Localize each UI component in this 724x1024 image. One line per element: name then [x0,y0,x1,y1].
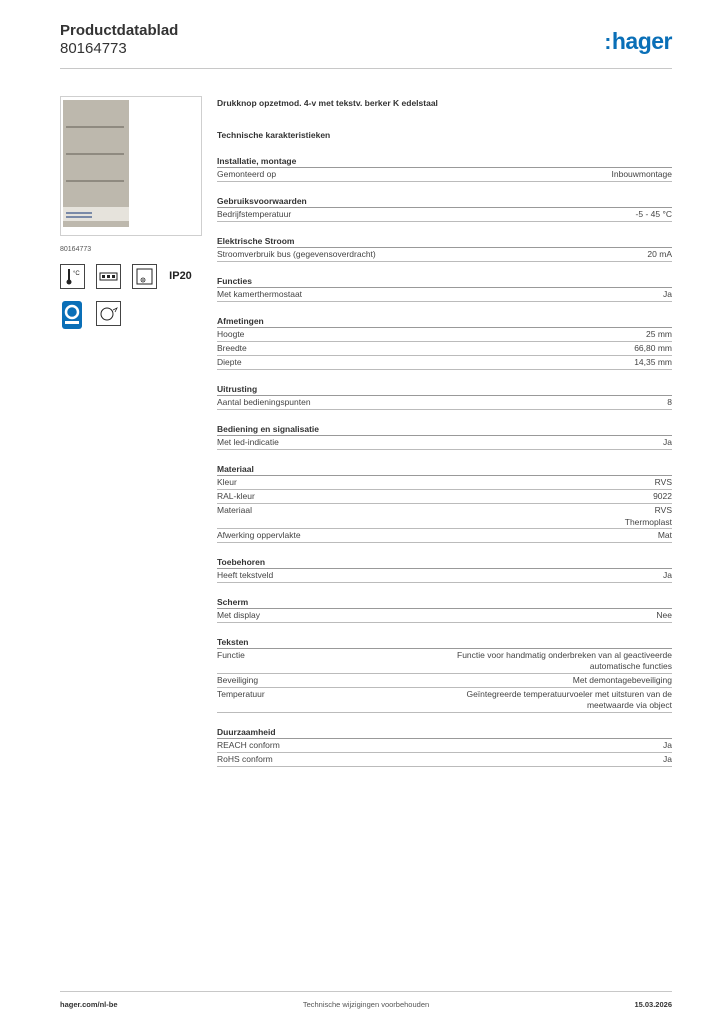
spec-label: Diepte [217,357,242,367]
spec-section [217,596,672,623]
spec-value [658,529,672,542]
spec-row [217,476,672,490]
spec-row [217,739,672,753]
header-divider [60,68,672,69]
spec-section [217,636,672,713]
spec-value-text: 66,80 mm [634,343,672,353]
spec-value [636,208,672,221]
spec-label: Bedrijfstemperatuur [217,209,292,219]
spec-label: Stroomverbruik bus (gegevensoverdracht) [217,249,376,259]
spec-row [217,288,672,302]
spec-section [217,195,672,222]
display-panel-icon [96,264,121,289]
spec-value-text: 14,35 mm [634,357,672,367]
product-image [63,100,129,227]
document-title: Productdatablad [60,22,179,39]
spec-row [217,342,672,356]
spec-value [663,739,672,752]
spec-section [217,423,672,450]
spec-value [653,490,672,503]
spec-row [217,328,672,342]
product-image-caption: 80164773 [60,246,92,253]
section-title: Gebruiksvoorwaarden [217,195,672,208]
spec-row [217,753,672,767]
spec-row [217,356,672,370]
spec-label: Kleur [217,477,237,487]
spec-value [573,674,672,687]
section-title: Toebehoren [217,556,672,569]
spec-section [217,155,672,182]
square-sensor-icon [132,264,157,289]
spec-label: Met led-indicatie [217,437,279,447]
spec-value [667,396,672,409]
spec-value [634,342,672,355]
spec-row [217,436,672,450]
spec-value [634,356,672,369]
section-title: Scherm [217,596,672,609]
spec-value [663,753,672,766]
spec-row [217,609,672,623]
spec-value-text: Geïntegreerde temperatuurvoeler met uitsturen van de meetwaarde via object [466,689,672,710]
spec-label: Beveiliging [217,675,259,685]
spec-section [217,275,672,302]
spec-label: Hoogte [217,329,245,339]
spec-value [663,569,672,582]
spec-row [217,490,672,504]
spec-label: RoHS conform [217,754,273,764]
section-title: Bediening en signalisatie [217,423,672,436]
spec-value-text: Ja [663,740,672,750]
spec-value [646,328,672,341]
spec-value-text: Ja [663,437,672,447]
spec-sections [217,155,672,767]
spec-value-text: Mat [657,530,672,540]
logo-text: hager [611,28,672,54]
spec-label: Met kamerthermostaat [217,289,303,299]
spec-value [656,609,672,622]
svg-text:°C: °C [73,271,80,277]
feature-icons-row-2 [60,301,202,331]
spec-label: Materiaal [217,505,252,515]
spec-value-text: Met demontagebeveiliging [572,675,672,685]
spec-value-text: 25 mm [646,329,672,339]
section-title: Duurzaamheid [217,726,672,739]
section-title: Teksten [217,636,672,649]
spec-label: Met display [217,610,260,620]
spec-row [217,529,672,543]
spec-value [655,476,672,489]
spec-value-text: 20 mA [647,249,672,259]
feature-icons-row-1 [60,264,202,289]
footer-disclaimer: Technische wijzigingen voorbehouden [302,1000,430,1009]
spec-label: Functie [217,650,245,660]
spec-value-text: Functie voor handmatig onderbreken van al geactiveerde automatische functies [457,650,672,671]
technical-heading: Technische karakteristieken [217,130,331,140]
spec-section [217,315,672,370]
spec-value-text: Ja [663,754,672,764]
footer-website[interactable]: hager.com/nl-be [60,1000,118,1009]
spec-label: Afwerking oppervlakte [217,530,301,540]
spec-value-text: RVS [654,505,672,515]
e-label-icon [60,301,85,331]
product-name: Drukknop opzetmod. 4-v met tekstv. berker K edelstaal [217,98,438,108]
spec-row [217,504,672,529]
document-number: 80164773 [60,40,127,57]
spec-label: Aantal bedieningspunten [217,397,311,407]
hager-logo: :hager [604,28,672,54]
spec-value [612,168,673,181]
section-title: Materiaal [217,463,672,476]
spec-label: REACH conform [217,740,280,750]
spec-value-text: 8 [667,397,672,407]
spec-row [217,396,672,410]
section-title: Uitrusting [217,383,672,396]
spec-row [217,569,672,583]
spec-label: Heeft tekstveld [217,570,274,580]
circle-arrow-icon [96,301,121,326]
spec-label: Temperatuur [217,689,265,699]
spec-value [422,688,672,712]
spec-value [663,436,672,449]
spec-row [217,168,672,182]
spec-section [217,726,672,767]
footer-divider [60,991,672,992]
spec-section [217,463,672,543]
ip20-label: IP20 [169,270,192,282]
section-title: Functies [217,275,672,288]
page-footer [60,1000,672,1012]
section-title: Afmetingen [217,315,672,328]
spec-row [217,248,672,262]
technical-data [217,96,672,767]
spec-label: Gemonteerd op [217,169,277,179]
spec-value-text: -5 - 45 °C [635,209,672,219]
thermometer-celsius-icon [60,264,85,289]
spec-value-text: Inbouwmontage [611,169,672,179]
product-image-frame [60,96,202,236]
spec-value [625,504,672,528]
footer-date: 15.03.2026 [634,1000,672,1009]
spec-value-text: Ja [663,570,672,580]
spec-section [217,556,672,583]
spec-value [663,288,672,301]
spec-value [422,649,672,673]
spec-value-text: RVS [654,477,672,487]
spec-row [217,674,672,688]
spec-row [217,688,672,713]
product-sidebar [60,96,202,331]
spec-label: Breedte [217,343,247,353]
page-header [60,22,672,68]
section-title: Installatie, montage [217,155,672,168]
spec-section [217,235,672,262]
spec-section [217,383,672,410]
spec-value-text: Ja [663,289,672,299]
spec-row [217,208,672,222]
spec-row [217,649,672,674]
spec-value-text: Nee [656,610,672,620]
spec-value [647,248,672,261]
spec-label: RAL-kleur [217,491,255,501]
spec-value-text: 9022 [653,491,672,501]
section-title: Elektrische Stroom [217,235,672,248]
spec-value-text-2: Thermoplast [624,517,672,527]
